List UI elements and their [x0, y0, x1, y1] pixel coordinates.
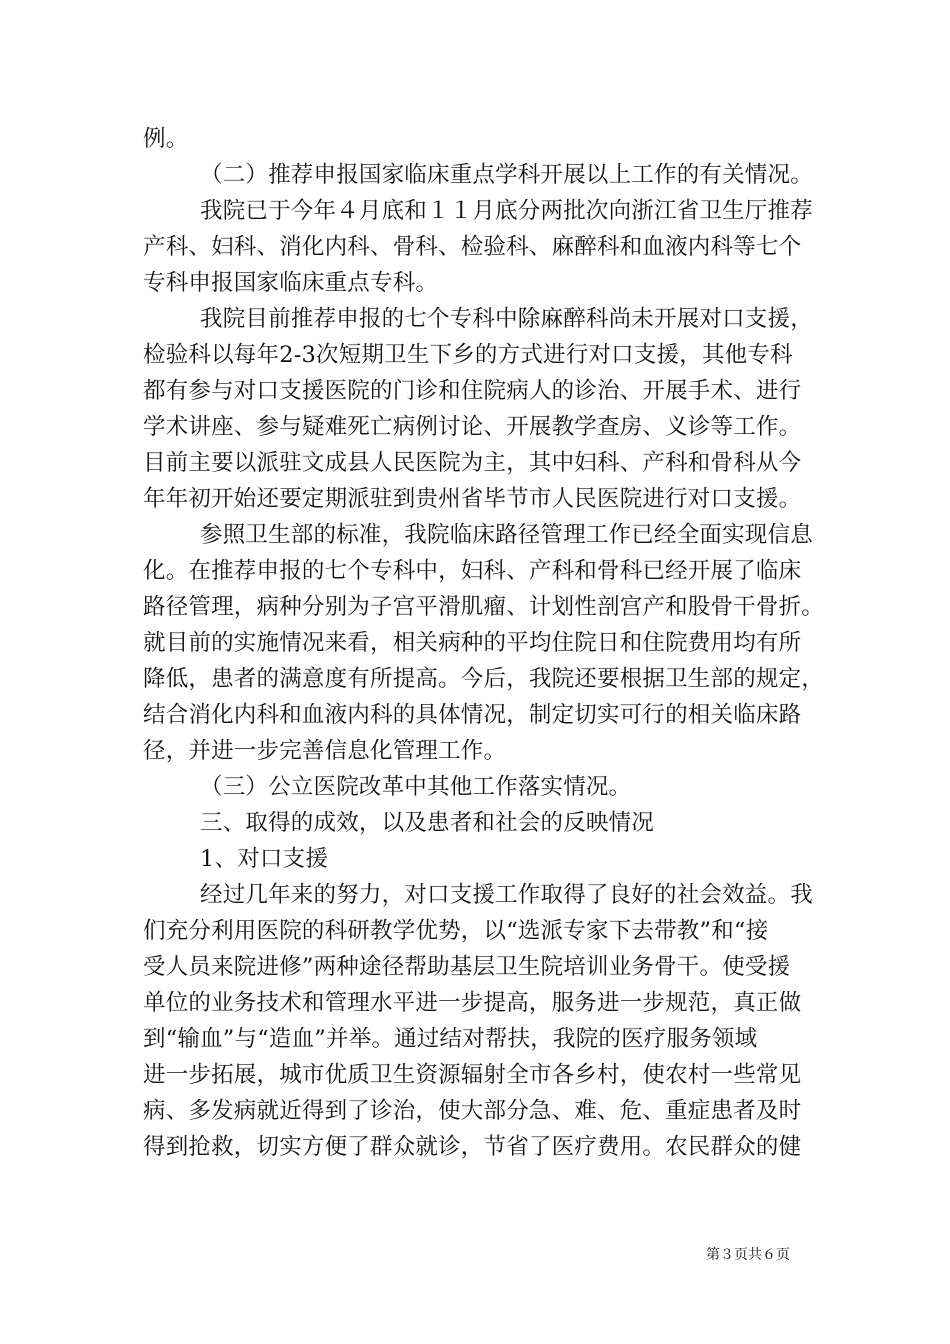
text-line: 学术讲座、参与疑难死亡病例讨论、开展教学查房、义诊等工作。 [143, 414, 802, 440]
text-line: 1、对口支援 [200, 846, 329, 872]
text-line: 受人员来院进修”两种途径帮助基层卫生院培训业务骨干。使受援 [143, 954, 791, 980]
page-number: 第３页共６页 [706, 1247, 790, 1263]
text-line: 经过几年来的努力，对口支援工作取得了良好的社会效益。我 [200, 882, 813, 908]
text-line: 到“输血”与“造血”并举。通过结对帮扶，我院的医疗服务领域 [143, 1026, 758, 1052]
text-line: 检验科以每年2-3次短期卫生下乡的方式进行对口支援，其他专科 [143, 342, 793, 368]
text-line: 路径管理，病种分别为子宫平滑肌瘤、计划性剖宫产和股骨干骨折。 [143, 594, 825, 620]
text-line: 年年初开始还要定期派驻到贵州省毕节市人民医院进行对口支援。 [143, 486, 802, 512]
text-line: 专科申报国家临床重点专科。 [143, 270, 439, 296]
text-line: 结合消化内科和血液内科的具体情况，制定切实可行的相关临床路 [143, 702, 802, 728]
text-line: 都有参与对口支援医院的门诊和住院病人的诊治、开展手术、进行 [143, 378, 802, 404]
text-line: （三）公立医院改革中其他工作落实情况。 [200, 774, 632, 800]
text-line: （二）推荐申报国家临床重点学科开展以上工作的有关情况。 [200, 162, 813, 188]
text-line: 径，并进一步完善信息化管理工作。 [143, 738, 507, 764]
text-line: 化。在推荐申报的七个专科中，妇科、产科和骨科已经开展了临床 [143, 558, 802, 584]
text-line: 得到抢救，切实方便了群众就诊，节省了医疗费用。农民群众的健 [143, 1134, 802, 1160]
text-line: 们充分利用医院的科研教学优势，以“选派专家下去带教”和“接 [143, 918, 769, 944]
text-line: 三、取得的成效，以及患者和社会的反映情况 [200, 810, 655, 836]
text-line: 我院目前推荐申报的七个专科中除麻醉科尚未开展对口支援， [200, 306, 813, 332]
text-line: 单位的业务技术和管理水平进一步提高，服务进一步规范，真正做 [143, 990, 802, 1016]
text-line: 产科、妇科、消化内科、骨科、检验科、麻醉科和血液内科等七个 [143, 234, 802, 260]
text-line: 我院已于今年４月底和１１月底分两批次向浙江省卫生厅推荐 [200, 198, 813, 224]
text-line: 参照卫生部的标准，我院临床路径管理工作已经全面实现信息 [200, 522, 813, 548]
text-line: 例。 [143, 126, 189, 152]
text-line: 降低，患者的满意度有所提高。今后，我院还要根据卫生部的规定， [143, 666, 825, 692]
text-line: 病、多发病就近得到了诊治，使大部分急、难、危、重症患者及时 [143, 1098, 802, 1124]
text-line: 进一步拓展，城市优质卫生资源辐射全市各乡村，使农村一些常见 [143, 1062, 802, 1088]
text-line: 就目前的实施情况来看，相关病种的平均住院日和住院费用均有所 [143, 630, 802, 656]
text-line: 目前主要以派驻文成县人民医院为主，其中妇科、产科和骨科从今 [143, 450, 802, 476]
